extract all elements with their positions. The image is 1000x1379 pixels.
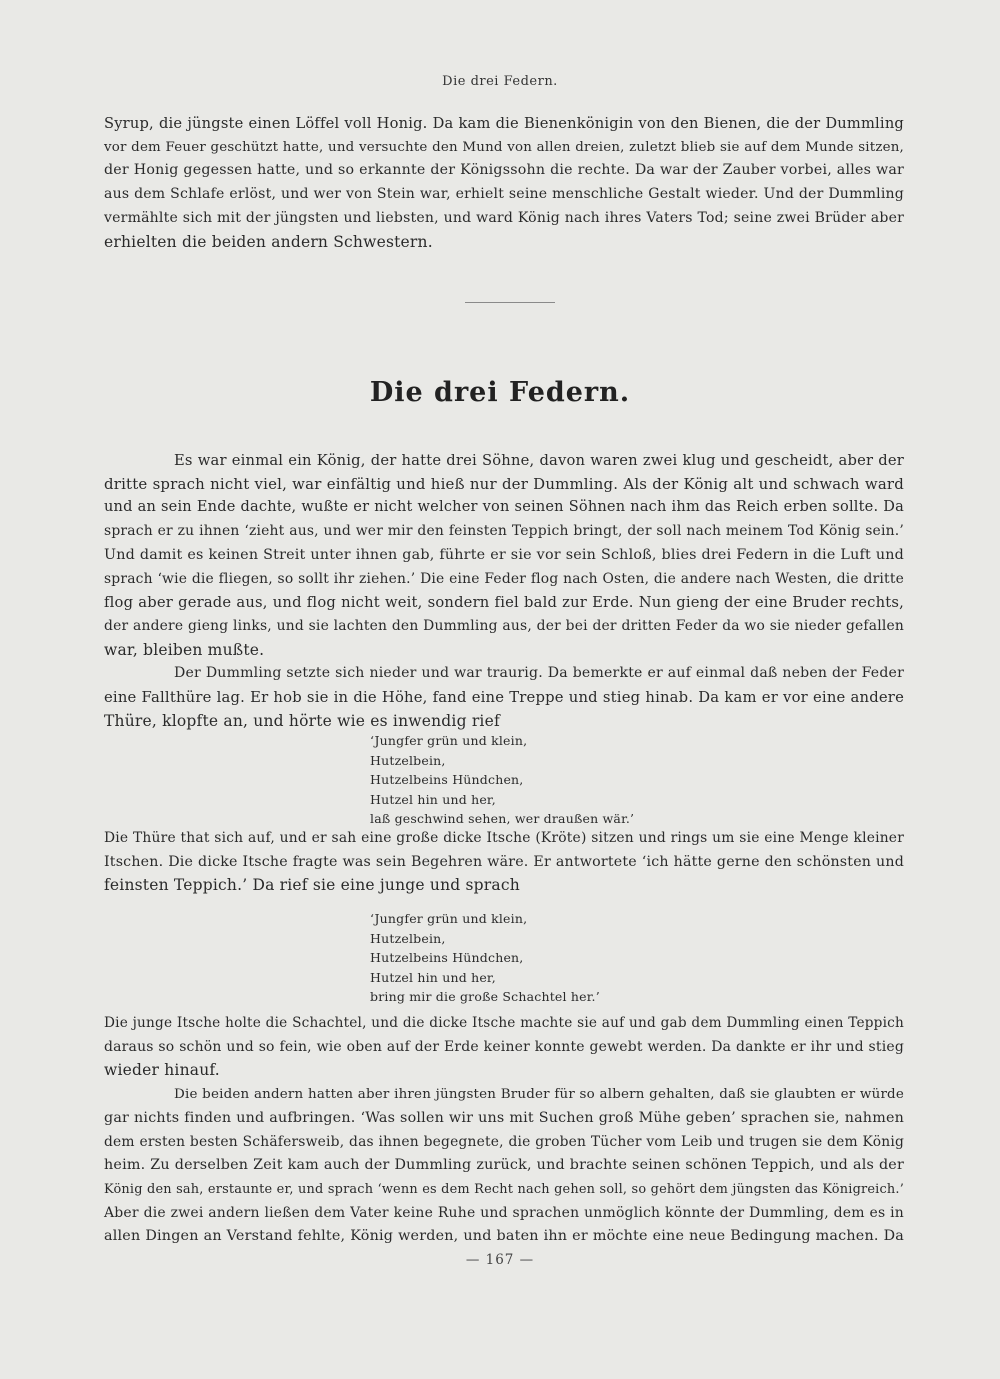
running-head: Die drei Federn. — [442, 74, 558, 89]
text-line: sprach er zu ihnen ‘zieht aus, und wer mir den feinsten Teppich bringt, der soll nach meinem Tod König sein.’ — [104, 523, 904, 540]
verse-line: ‘Jungfer grün und klein, — [370, 733, 528, 748]
text-line: daraus so schön und so fein, wie oben auf der Erde keiner konnte gewebt werden. Da dankte er ihr und stieg — [104, 1038, 904, 1055]
text-line: wieder hinauf. — [104, 1061, 220, 1080]
text-line: der andere gieng links, und sie lachten den Dummling aus, der bei der dritten Feder da wo sie nieder gefallen — [104, 617, 904, 634]
verse-line: ‘Jungfer grün und klein, — [370, 911, 528, 926]
text-line: aus dem Schlafe erlöst, und wer von Stein war, erhielt seine menschliche Gestalt wieder. Und der Dummling — [104, 186, 904, 203]
text-line: eine Fallthüre lag. Er hob sie in die Höhe, fand eine Treppe und stieg hinab. Da kam er vor eine andere — [104, 689, 904, 707]
text-line: Der Dummling setzte sich nieder und war traurig. Da bemerkte er auf einmal daß neben der Feder — [174, 665, 904, 682]
text-line: Thüre, klopfte an, und hörte wie es inwendig rief — [104, 711, 500, 730]
verse-line: Hutzel hin und her, — [370, 791, 496, 807]
verse-2 — [370, 909, 600, 1007]
verse-line: Hutzelbeins Hündchen, — [370, 772, 524, 787]
text-line: flog aber gerade aus, und flog nicht weit, sondern fiel bald zur Erde. Nun gieng der eine Bruder rechts, — [104, 594, 904, 612]
text-line: Die beiden andern hatten aber ihren jüngsten Bruder für so albern gehalten, daß sie glaubten er würde — [174, 1087, 904, 1103]
text-line: war, bleiben mußte. — [104, 640, 265, 659]
text-line: und an sein Ende dachte, wußte er nicht welcher von seinen Söhnen nach ihm das Reich erben sollte. Da — [104, 499, 904, 516]
text-line: Syrup, die jüngste einen Löffel voll Honig. Da kam die Bienenkönigin von den Bienen, die der Dummling — [104, 115, 904, 132]
text-line: dem ersten besten Schäfersweib, das ihnen begegnete, die groben Tücher vom Leib und trugen sie dem König — [104, 1133, 904, 1150]
text-line: Die Thüre that sich auf, und er sah eine große dicke Itsche (Kröte) sitzen und rings um sie eine Menge kleiner — [104, 830, 904, 846]
text-line: sprach ‘wie die fliegen, so sollt ihr ziehen.’ Die eine Feder flog nach Osten, die andere nach Westen, die dritte — [104, 570, 904, 587]
text-line: Aber die zwei andern ließen dem Vater keine Ruhe und sprachen unmöglich könnte der Dummling, dem es in — [104, 1204, 904, 1221]
text-line: heim. Zu derselben Zeit kam auch der Dummling zurück, und brachte seinen schönen Teppich, und als der — [104, 1157, 904, 1174]
verse-line: bring mir die große Schachtel her.’ — [370, 989, 600, 1004]
text-line: König den sah, erstaunte er, und sprach ‘wenn es dem Recht nach gehen soll, so gehört dem jüngsten das Königreich.’ — [104, 1181, 904, 1197]
text-line: dritte sprach nicht viel, war einfältig und hieß nur der Dummling. Als der König alt und schwach ward — [104, 474, 904, 493]
text-line: der Honig gegessen hatte, und so erkannte der Königssohn die rechte. Da war der Zauber vorbei, alles war — [104, 162, 904, 179]
verse-line: laß geschwind sehen, wer draußen wär.’ — [370, 811, 635, 826]
previous-story-end — [104, 112, 904, 254]
text-line: feinsten Teppich.’ Da rief sie eine junge und sprach — [104, 876, 520, 895]
story-paragraph-2 — [104, 827, 904, 898]
verse-line: Hutzelbein, — [370, 930, 446, 946]
page-number: — 167 — — [465, 1252, 535, 1268]
text-line: gar nichts finden und aufbringen. ‘Was sollen wir uns mit Suchen groß Mühe geben’ sprachen sie, nahmen — [104, 1109, 904, 1126]
text-line: Und damit es keinen Streit unter ihnen gab, führte er sie vor sein Schloß, blies drei Federn in die Luft und — [104, 546, 904, 563]
verse-line: Hutzel hin und her, — [370, 969, 496, 985]
story-paragraph-1 — [104, 449, 904, 733]
story-paragraph-3 — [104, 1012, 904, 1249]
verse-line: Hutzelbein, — [370, 752, 446, 768]
text-line: vor dem Feuer geschützt hatte, und versuchte den Mund von allen dreien, zuletzt blieb sie auf dem Munde sitzen, — [104, 139, 904, 155]
text-line: allen Dingen an Verstand fehlte, König werden, und baten ihn er möchte eine neue Bedingung machen. Da — [104, 1228, 904, 1245]
text-line: Die junge Itsche holte die Schachtel, und die dicke Itsche machte sie auf und gab dem Dummling einen Teppich — [104, 1015, 904, 1031]
verse-line: Hutzelbeins Hündchen, — [370, 950, 524, 965]
story-title: Die drei Federn. — [369, 377, 631, 408]
text-line: erhielten die beiden andern Schwestern. — [104, 232, 433, 251]
text-line: Itschen. Die dicke Itsche fragte was sein Begehren wäre. Er antwortete ‘ich hätte gerne den schönsten und — [104, 853, 904, 870]
text-line: Es war einmal ein König, der hatte drei Söhne, davon waren zwei klug und gescheidt, aber der — [174, 452, 904, 469]
text-line: vermählte sich mit der jüngsten und liebsten, und ward König nach ihres Vaters Tod; seine zwei Brüder aber — [104, 209, 904, 226]
section-divider — [465, 302, 555, 303]
verse-1 — [370, 731, 634, 829]
